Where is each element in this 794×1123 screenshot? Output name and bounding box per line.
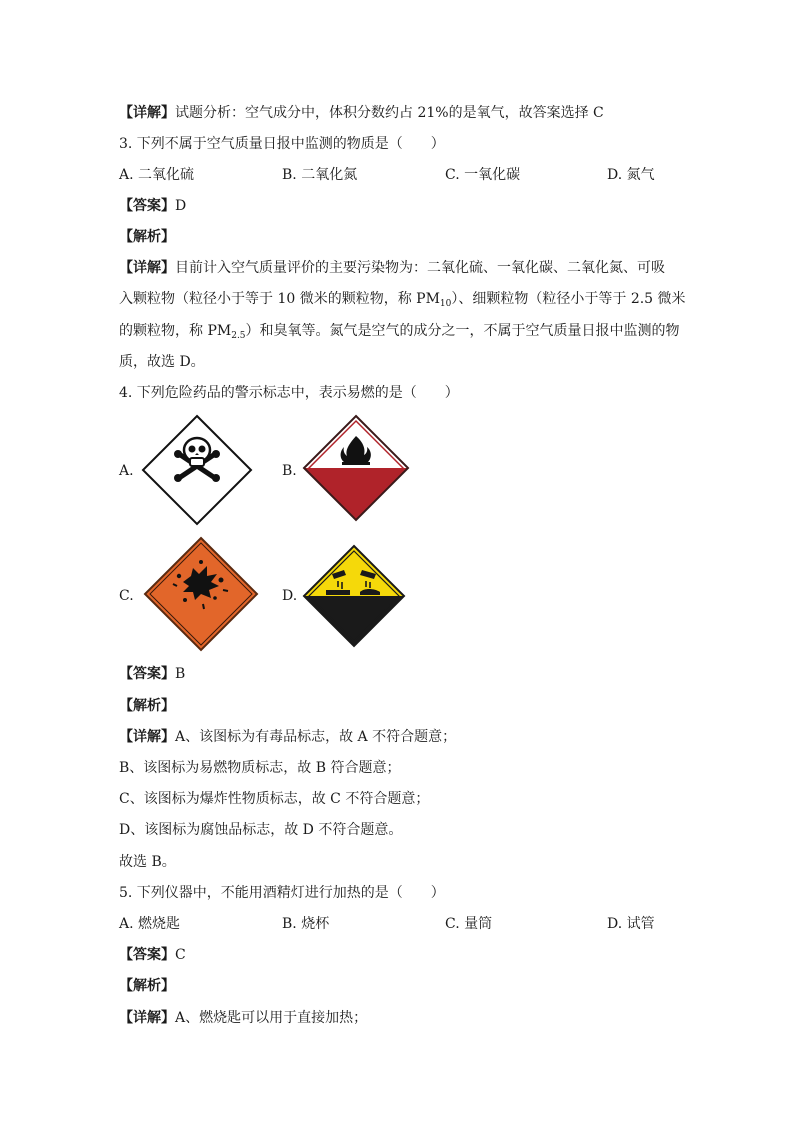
- q5-option-d: D. 试管: [607, 916, 655, 932]
- q3-detail-line-3: [119, 322, 680, 345]
- detail-text: 目前计入空气质量评价的主要污染物为：二氧化硫、一氧化碳、二氧化氮、可吸: [175, 260, 665, 276]
- q4-stem: 4. 下列危险药品的警示标志中，表示易燃的是（ ）: [119, 385, 459, 401]
- q4-analysis-tag: 【解析】: [119, 698, 175, 714]
- answer-value: C: [175, 947, 186, 963]
- q4-label-d: D.: [282, 588, 298, 604]
- subscript: 2.5: [231, 331, 246, 341]
- q5-option-b: B. 烧杯: [282, 916, 330, 932]
- detail-tag: 【详解】: [119, 729, 175, 745]
- q3-option-a: A. 二氧化硫: [119, 167, 195, 183]
- q5-option-c: C. 量筒: [445, 916, 493, 932]
- q3-analysis-tag: 【解析】: [119, 229, 175, 245]
- answer-tag: 【答案】: [119, 666, 175, 682]
- q5-stem: 5. 下列仪器中，不能用酒精灯进行加热的是（ ）: [119, 885, 445, 901]
- detail-text: 入颗粒物（粒径小于等于 10 微米的颗粒物，称 PM: [119, 291, 440, 307]
- corrosive-icon: [302, 544, 406, 648]
- q3-option-c: C. 一氧化碳: [445, 167, 521, 183]
- detail-text: ）、细颗粒物（粒径小于等于 2.5 微米: [451, 291, 686, 307]
- q4-detail-c: C、该图标为爆炸性物质标志，故 C 不符合题意；: [119, 791, 430, 807]
- flammable-sign: [302, 414, 410, 526]
- q4-conclusion: 故选 B。: [119, 854, 176, 870]
- q4-label-c: C.: [119, 588, 134, 604]
- prev-detail-line: [119, 104, 604, 122]
- answer-value: D: [175, 198, 187, 214]
- skull-crossbones-icon: [141, 414, 253, 526]
- q5-detail-a: [119, 1009, 367, 1027]
- q3-detail-line-4: 质，故选 D。: [119, 354, 205, 370]
- q3-detail-line-2: [119, 290, 686, 313]
- q4-detail-a: [119, 728, 456, 746]
- detail-text: ）和臭氧等。氮气是空气的成分之一，不属于空气质量日报中监测的物: [245, 323, 680, 339]
- q4-answer: [119, 665, 185, 683]
- q4-detail-d: D、该图标为腐蚀品标志，故 D 不符合题意。: [119, 822, 403, 838]
- detail-tag: 【详解】: [119, 105, 175, 121]
- toxic-sign: [141, 414, 253, 530]
- answer-tag: 【答案】: [119, 947, 175, 963]
- subscript: 10: [439, 299, 452, 309]
- q3-option-b: B. 二氧化氮: [282, 167, 358, 183]
- q5-analysis-tag: 【解析】: [119, 978, 175, 994]
- detail-tag: 【详解】: [119, 1010, 175, 1026]
- explosion-icon: [143, 536, 259, 652]
- q3-detail-line-1: [119, 259, 665, 277]
- q5-answer: [119, 946, 186, 964]
- detail-text: 试题分析：空气成分中，体积分数约占 21%的是氧气，故答案选择 C: [175, 105, 604, 121]
- detail-text: 的颗粒物，称 PM: [119, 323, 232, 339]
- detail-text: A、燃烧匙可以用于直接加热；: [175, 1010, 368, 1026]
- q3-stem: 3. 下列不属于空气质量日报中监测的物质是（ ）: [119, 136, 445, 152]
- q5-option-a: A. 燃烧匙: [119, 916, 181, 932]
- q4-label-a: A.: [119, 463, 134, 479]
- detail-text: A、该图标为有毒品标志，故 A 不符合题意；: [175, 729, 457, 745]
- q4-detail-b: B、该图标为易燃物质标志，故 B 符合题意；: [119, 760, 401, 776]
- corrosive-sign: [302, 544, 406, 652]
- answer-tag: 【答案】: [119, 198, 175, 214]
- answer-value: B: [175, 666, 186, 682]
- explosive-sign: [143, 536, 259, 656]
- detail-tag: 【详解】: [119, 260, 175, 276]
- q4-label-b: B.: [282, 463, 297, 479]
- q3-answer: [119, 197, 186, 215]
- q3-option-d: D. 氮气: [607, 167, 655, 183]
- flame-icon: [302, 414, 410, 522]
